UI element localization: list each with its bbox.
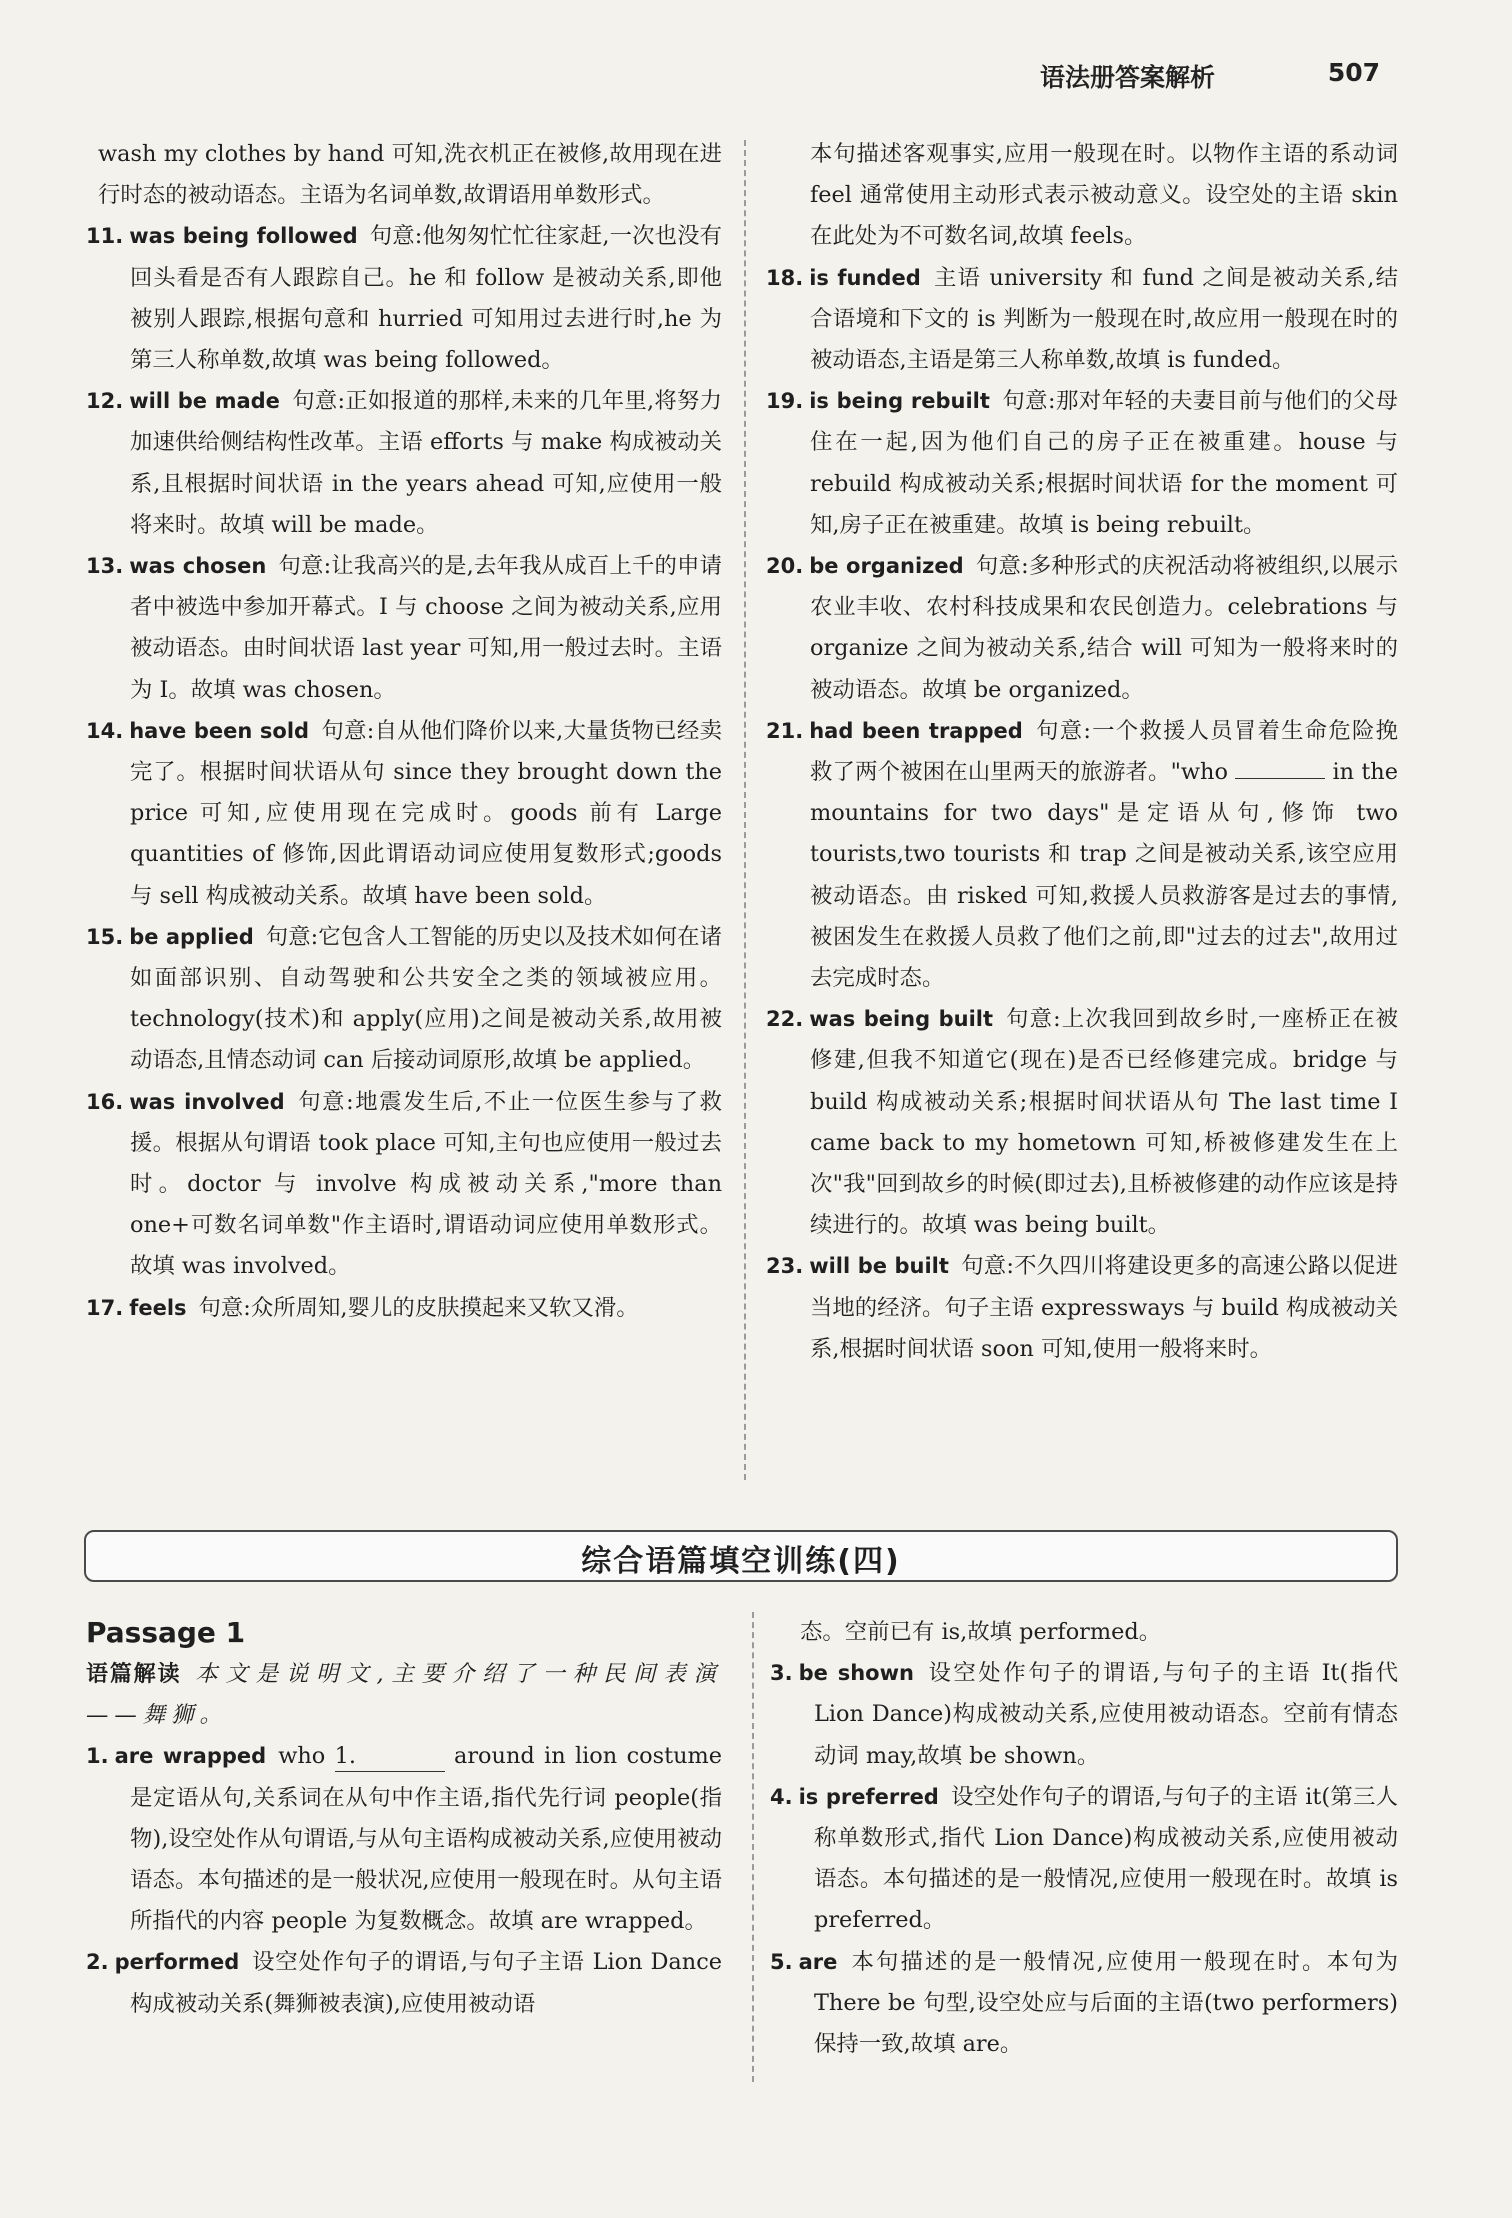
item-explanation: 句意:正如报道的那样,未来的几年里,将努力加速供给侧结构性改革。主语 efforts 与 make 构成被动关系,且根据时间状语 in the years ahead 可知,应使用一般将来时。故填 will be made。 bbox=[130, 388, 722, 538]
item-number: 17. bbox=[86, 1295, 124, 1320]
item-number: 19. bbox=[766, 389, 804, 414]
item-number: 1. bbox=[86, 1744, 109, 1769]
answer-item-16 bbox=[86, 1082, 722, 1288]
continuation-text: 态。空前已有 is,故填 performed。 bbox=[800, 1619, 1162, 1645]
passage-title: Passage 1 bbox=[86, 1616, 246, 1649]
item-number: 16. bbox=[86, 1089, 124, 1114]
item-answer: is preferred bbox=[798, 1784, 939, 1809]
item-answer: was being followed bbox=[129, 224, 358, 249]
item-number: 18. bbox=[766, 265, 804, 290]
answer-item-18 bbox=[766, 258, 1398, 382]
item-answer: is funded bbox=[809, 265, 921, 290]
section-title: 综合语篇填空训练(四) bbox=[581, 1544, 901, 1579]
answer-item-22 bbox=[766, 999, 1398, 1246]
item-number: 15. bbox=[86, 924, 124, 949]
item-number: 11. bbox=[86, 224, 124, 249]
answer-item-p1-5 bbox=[770, 1942, 1398, 2066]
passage-gist bbox=[86, 1654, 722, 1736]
item-explanation: 句意:它包含人工智能的历史以及技术如何在诸如面部识别、自动驾驶和公共安全之类的领域被应用。technology(技术)和 apply(应用)之间是被动关系,故用被动语态,且情态动词 can 后接动词原形,故填 be applied。 bbox=[130, 923, 723, 1074]
item-number: 14. bbox=[86, 718, 124, 743]
item-explanation: 设空处作句子的谓语,与句子的主语 it(第三人称单数形式,指代 Lion Dance)构成被动关系,应使用被动语态。本句描述的是一般情况,应使用一般现在时。故填 is preferred。 bbox=[814, 1783, 1398, 1934]
section-banner bbox=[84, 1530, 1398, 1582]
gist-text: 本文是说明文,主要介绍了一种民间表演——舞狮。 bbox=[86, 1661, 722, 1729]
item-number: 13. bbox=[86, 554, 124, 579]
item-explanation: 句意:地震发生后,不止一位医生参与了救援。根据从句谓语 took place 可知,主句也应使用一般过去时。doctor 与 involve 构成被动关系,"more than one+可数名词单数"作主语时,谓语动词应使用单数形式。故填 was involved。 bbox=[130, 1088, 722, 1280]
item-answer: have been sold bbox=[129, 718, 310, 743]
item-answer: was involved bbox=[129, 1089, 285, 1114]
item-explanation: 本句描述的是一般情况,应使用一般现在时。本句为 There be 句型,设空处应与后面的主语(two performers)保持一致,故填 are。 bbox=[814, 1948, 1398, 2058]
answer-item-p1-3 bbox=[770, 1653, 1398, 1777]
item-number: 12. bbox=[86, 389, 124, 414]
item-answer: was chosen bbox=[129, 554, 267, 579]
item-explanation: 句意:自从他们降价以来,大量货物已经卖完了。根据时间状语从句 since they brought down the price 可知,应使用现在完成时。goods 前有 Large quantities of 修饰,因此谓语动词应使用复数形式;goods 与 sell 构成被动关系。故填 have been sold。 bbox=[130, 717, 722, 909]
item-number: 20. bbox=[766, 554, 804, 579]
answer-item-12 bbox=[86, 381, 722, 546]
item-explanation-after-blank: around in lion costume 是定语从句,关系词在从句中作主语,指代先行词 people(指物),设空处作从句谓语,与从句主语构成被动关系,应使用被动语态。本句描述的是一般状况,应使用一般现在时。从句主语所指代的内容 people 为复数概念。故填 are wrapped。 bbox=[130, 1743, 722, 1935]
fill-blank bbox=[1235, 778, 1325, 779]
item-number: 3. bbox=[770, 1661, 793, 1686]
continuation-text: 本句描述客观事实,应用一般现在时。以物作主语的系动词 feel 通常使用主动形式表示被动意义。设空处的主语 skin 在此处为不可数名词,故填 feels。 bbox=[810, 141, 1398, 250]
item-number: 23. bbox=[766, 1254, 804, 1279]
answer-item-19 bbox=[766, 381, 1398, 546]
answer-item-13 bbox=[86, 546, 722, 711]
item-number: 4. bbox=[770, 1784, 793, 1809]
item-answer: will be built bbox=[809, 1254, 949, 1279]
item-answer: had been trapped bbox=[809, 718, 1023, 743]
continuation-text: wash my clothes by hand 可知,洗衣机正在被修,故用现在进行时态的被动语态。主语为名词单数,故谓语用单数形式。 bbox=[98, 141, 722, 209]
item-answer: will be made bbox=[129, 389, 280, 414]
running-header bbox=[1040, 52, 1380, 96]
item-answer: performed bbox=[114, 1950, 240, 1975]
item-explanation: 句意:他匆匆忙忙往家赶,一次也没有回头看是否有人跟踪自己。he 和 follow 是被动关系,即他被别人跟踪,根据句意和 hurried 可知用过去进行时,he 为第三人称单数,故填 was being followed。 bbox=[130, 223, 722, 374]
item-answer: be applied bbox=[129, 924, 254, 949]
right-column-bottom bbox=[770, 1612, 1398, 2065]
answer-item-p1-2 bbox=[86, 1942, 722, 2024]
item-explanation-before-blank: who bbox=[278, 1743, 326, 1770]
header-title: 语法册答案解析 bbox=[1040, 63, 1216, 92]
item-number: 5. bbox=[770, 1949, 793, 1974]
item-number: 2. bbox=[86, 1950, 109, 1975]
right-column-top bbox=[766, 134, 1398, 1370]
answer-item-23 bbox=[766, 1246, 1398, 1370]
item-answer: be organized bbox=[809, 554, 964, 579]
item-explanation: 句意:让我高兴的是,去年我从成百上千的申请者中被选中参加开幕式。I 与 choose 之间为被动关系,应用被动语态。由时间状语 last year 可知,用一般过去时。主语为 I。故填 was chosen。 bbox=[130, 553, 722, 703]
item-answer: was being built bbox=[809, 1007, 993, 1032]
answer-item-p1-4 bbox=[770, 1777, 1398, 1942]
item-explanation-after-blank: in the mountains for two days"是定语从句,修饰 two tourists,two tourists 和 trap 之间是被动关系,该空应用被动语态。由 risked 可知,救援人员救游客是过去的事情,被困发生在救援人员救了他们之前,即"过去的过去",故用过去完成时态。 bbox=[810, 759, 1398, 992]
item-explanation: 句意:上次我回到故乡时,一座桥正在被修建,但我不知道它(现在)是否已经修建完成。bridge 与 build 构成被动关系;根据时间状语从句 The last time I came back to my hometown 可知,桥被修建发生在上次"我"回到故乡的时候(即过去),且桥被修建的动作应该是持续进行的。故填 was being built。 bbox=[810, 1006, 1398, 1239]
item-explanation: 句意:众所周知,婴儿的皮肤摸起来又软又滑。 bbox=[198, 1294, 639, 1321]
item-explanation: 句意:那对年轻的夫妻目前与他们的父母住在一起,因为他们自己的房子正在被重建。house 与 rebuild 构成被动关系;根据时间状语 for the moment 可知,房子正在被重建。故填 is being rebuilt。 bbox=[810, 388, 1399, 538]
item-answer: be shown bbox=[798, 1661, 914, 1686]
left-column-bottom bbox=[86, 1612, 722, 2025]
answer-item-17 bbox=[86, 1288, 722, 1329]
item-number: 21. bbox=[766, 718, 804, 743]
item-explanation: 句意:不久四川将建设更多的高速公路以促进当地的经济。句子主语 expressways 与 build 构成被动关系,根据时间状语 soon 可知,使用一般将来时。 bbox=[810, 1253, 1399, 1362]
answer-item-14 bbox=[86, 711, 722, 917]
column-divider-top bbox=[744, 140, 746, 1480]
fill-blank: 1. bbox=[335, 1741, 445, 1772]
item-explanation: 设空处作句子的谓语,与句子的主语 It(指代 Lion Dance)构成被动关系,应使用被动语态。空前有情态动词 may,故填 be shown。 bbox=[814, 1660, 1398, 1769]
answer-item-21 bbox=[766, 711, 1398, 999]
gist-label: 语篇解读 bbox=[86, 1662, 182, 1687]
item-answer: are bbox=[798, 1949, 838, 1974]
item-explanation: 设空处作句子的谓语,与句子主语 Lion Dance 构成被动关系(舞狮被表演),应使用被动语 bbox=[130, 1949, 722, 2017]
item-explanation: 句意:多种形式的庆祝活动将被组织,以展示农业丰收、农村科技成果和农民创造力。celebrations 与 organize 之间为被动关系,结合 will 可知为一般将来时的被动语态。故填 be organized。 bbox=[810, 553, 1398, 703]
left-column-top bbox=[86, 134, 722, 1329]
page-number: 507 bbox=[1327, 58, 1380, 87]
item-explanation: 主语 university 和 fund 之间是被动关系,结合语境和下文的 is 判断为一般现在时,故应用一般现在时的被动语态,主语是第三人称单数,故填 is funded。 bbox=[810, 264, 1398, 374]
item-number: 22. bbox=[766, 1007, 804, 1032]
answer-item-p1-1 bbox=[86, 1736, 722, 1942]
answer-item-15 bbox=[86, 917, 722, 1082]
item-answer: feels bbox=[129, 1295, 187, 1320]
answer-item-20 bbox=[766, 546, 1398, 711]
item-answer: are wrapped bbox=[114, 1744, 267, 1769]
column-divider-bottom bbox=[752, 1612, 754, 2082]
item-answer: is being rebuilt bbox=[809, 389, 990, 414]
answer-item-11 bbox=[86, 216, 722, 381]
item-explanation-before-blank: 句意:一个救援人员冒着生命危险挽救了两个被困在山里两天的旅游者。"who bbox=[810, 717, 1398, 786]
